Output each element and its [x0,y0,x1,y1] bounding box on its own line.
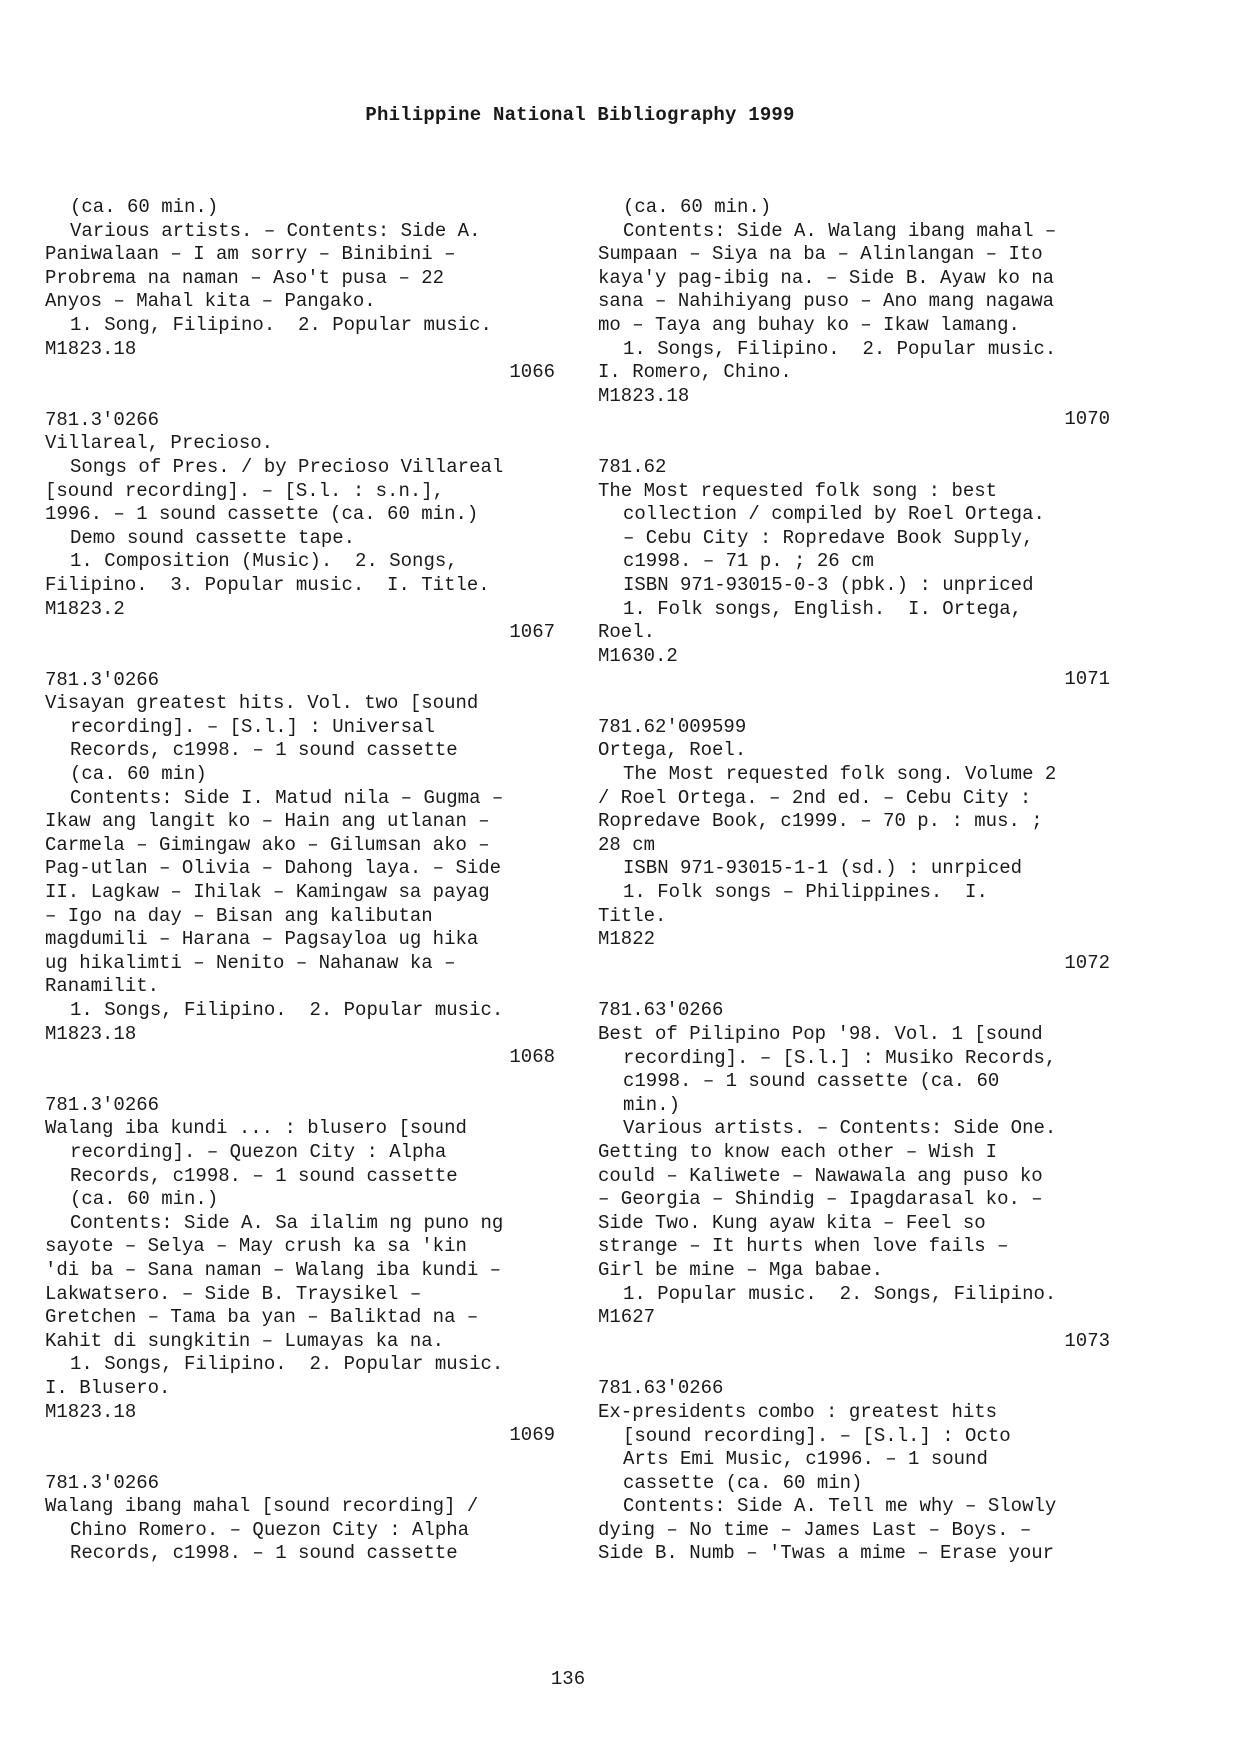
entry-line: Various artists. – Contents: Side One. [623,1117,1057,1140]
entry-line: c1998. – 1 sound cassette (ca. 60 [623,1070,1000,1093]
entry-line: sayote – Selya – May crush ka sa 'kin [45,1235,467,1258]
entry-line: Contents: Side A. Sa ilalim ng puno ng [70,1211,504,1234]
entry-line: The Most requested folk song : best [598,479,998,502]
entry-line: (ca. 60 min.) [70,1188,219,1211]
entry-line: 1. Folk songs, English. I. Ortega, [623,597,1023,620]
entry-line: (ca. 60 min) [70,763,207,786]
entry-line: Contents: Side I. Matud nila – Gugma – [70,786,504,809]
entry-line: Best of Pilipino Pop '98. Vol. 1 [sound [598,1023,1043,1045]
entry-line: II. Lagkaw – Ihilak – Kamingaw sa payag [45,881,490,904]
entry-line: – Igo na day – Bisan ang kalibutan [45,904,433,927]
entry-line: 28 cm [598,833,656,856]
entry-line: dying – No time – James Last – Boys. – [598,1518,1032,1541]
entry-number: 1071 [1064,668,1110,691]
entry-line: Title. [598,904,667,927]
entry-line: mo – Taya ang buhay ko – Ikaw lamang. [598,313,1020,336]
entry-number: 1072 [1064,951,1110,974]
entry-line: Records, c1998. – 1 sound cassette [70,1164,458,1187]
entry-line: 781.63'0266 [598,1377,724,1400]
right-column [598,196,1110,1590]
entry-line: / Roel Ortega. – 2nd ed. – Cebu City : [598,786,1032,809]
entry-line: (ca. 60 min.) [623,196,772,218]
entry-line: M1823.2 [45,597,125,620]
entry-line: Records, c1998. – 1 sound cassette [70,739,458,762]
entry-number: 1070 [1064,408,1110,431]
entry-number: 1068 [509,1046,555,1069]
entry-line: Contents: Side A. Tell me why – Slowly [623,1495,1057,1518]
bibliography-entry [45,409,555,645]
entry-line: Kahit di sungkitin – Lumayas ka na. [45,1329,445,1352]
entry-line: magdumili – Harana – Pagsayloa ug hika [45,928,479,951]
entry-line: I. Romero, Chino. [598,361,792,384]
entry-number: 1066 [509,361,555,384]
entry-line: sana – Nahihiyang puso – Ano mang nagawa [598,290,1055,313]
entry-line: recording]. – [S.l.] : Universal [70,715,435,738]
entry-line: Paniwalaan – I am sorry – Binibini – [45,243,456,266]
bibliography-entry [598,1377,1110,1566]
bibliography-entry [598,999,1110,1353]
bibliography-entry [45,1472,555,1566]
entry-line: M1823.18 [45,337,137,360]
entry-line: M1630.2 [598,644,678,667]
entry-line: collection / compiled by Roel Ortega. [623,503,1045,526]
page-title: Philippine National Bibliography 1999 [365,104,795,126]
entry-line: 781.3'0266 [45,408,160,431]
entry-line: M1823.18 [598,384,690,407]
entry-line: – Georgia – Shindig – Ipagdarasal ko. – [598,1188,1043,1211]
entry-line: Records, c1998. – 1 sound cassette [70,1542,458,1565]
entry-line: kaya'y pag-ibig na. – Side B. Ayaw ko na [598,266,1055,289]
bibliography-entry [45,1094,555,1448]
entry-line: The Most requested folk song. Volume 2 [623,763,1057,786]
entry-line: 781.3'0266 [45,668,160,691]
entry-line: Anyos – Mahal kita – Pangako. [45,290,376,313]
entry-line: Side B. Numb – 'Twas a mime – Erase your [598,1542,1055,1565]
entry-number: 1067 [509,621,555,644]
entry-line: recording]. – [S.l.] : Musiko Records, [623,1046,1057,1069]
entry-line: Visayan greatest hits. Vol. two [sound [45,692,479,715]
entry-line: M1822 [598,928,656,951]
entry-line: Demo sound cassette tape. [70,526,356,549]
entry-line: Gretchen – Tama ba yan – Baliktad na – [45,1306,479,1329]
entry-line: M1823.18 [45,1400,137,1423]
entry-line: 1996. – 1 sound cassette (ca. 60 min.) [45,503,479,526]
entry-line: Girl be mine – Mga babae. [598,1258,884,1281]
bibliography-entry [45,196,555,385]
entry-line: c1998. – 71 p. ; 26 cm [623,550,874,573]
entry-line: Side Two. Kung ayaw kita – Feel so [598,1211,986,1234]
entry-line: Ex-presidents combo : greatest hits [598,1400,998,1423]
entry-line: 1. Song, Filipino. 2. Popular music. [70,313,492,336]
entry-line: Lakwatsero. – Side B. Traysikel – [45,1282,422,1305]
entry-line: Villareal, Precioso. [45,432,274,455]
entry-line: (ca. 60 min.) [70,196,219,218]
entry-line: Roel. [598,621,656,644]
entry-line: Ortega, Roel. [598,739,747,762]
entry-line: 781.63'0266 [598,999,724,1022]
entry-line: Pag-utlan – Olivia – Dahong laya. – Side [45,857,502,880]
entry-line: Various artists. – Contents: Side A. [70,219,481,242]
entry-line: 1. Folk songs – Philippines. I. [623,881,988,904]
page-number: 136 [550,1668,586,1690]
entry-line: cassette (ca. 60 min) [623,1471,863,1494]
left-column [45,196,555,1590]
entry-line: 1. Songs, Filipino. 2. Popular music. [70,1353,504,1376]
entry-line: ISBN 971-93015-0-3 (pbk.) : unpriced [623,573,1034,596]
entry-line: 1. Popular music. 2. Songs, Filipino. [623,1282,1057,1305]
entry-line: 1. Composition (Music). 2. Songs, [70,550,458,573]
entry-number: 1069 [509,1424,555,1447]
entry-line: Chino Romero. – Quezon City : Alpha [70,1518,470,1541]
entry-line: ISBN 971-93015-1-1 (sd.) : unrpiced [623,857,1023,880]
entry-line: Carmela – Gimingaw ako – Gilumsan ako – [45,833,490,856]
entry-line: recording]. – Quezon City : Alpha [70,1140,447,1163]
entry-number: 1073 [1064,1329,1110,1352]
entry-line: – Cebu City : Ropredave Book Supply, [623,526,1034,549]
entry-line: Walang ibang mahal [sound recording] / [45,1495,479,1518]
entry-line: 781.62 [598,455,667,478]
entry-line: Songs of Pres. / by Precioso Villareal [70,455,504,478]
entry-line: Arts Emi Music, c1996. – 1 sound [623,1448,988,1471]
entry-line: [sound recording]. – [S.l. : s.n.], [45,479,445,502]
entry-line: 781.62'009599 [598,715,747,738]
entry-line: Probrema na naman – Aso't pusa – 22 [45,266,445,289]
entry-line: 781.3'0266 [45,1471,160,1494]
bibliography-entry [598,716,1110,976]
entry-line: [sound recording]. – [S.l.] : Octo [623,1424,1011,1447]
entry-line: Ranamilit. [45,975,160,998]
entry-line: 1. Songs, Filipino. 2. Popular music. [70,999,504,1021]
entry-line: 781.3'0266 [45,1093,160,1116]
entry-line: I. Blusero. [45,1376,171,1399]
entry-line: 1. Songs, Filipino. 2. Popular music. [623,337,1057,360]
entry-line: Getting to know each other – Wish I [598,1140,998,1163]
entry-line: Contents: Side A. Walang ibang mahal – [623,219,1057,242]
entry-line: strange – It hurts when love fails – [598,1235,1009,1258]
entry-line: min.) [623,1093,681,1116]
entry-line: ug hikalimti – Nenito – Nahanaw ka – [45,951,456,974]
entry-line: 'di ba – Sana naman – Walang iba kundi – [45,1258,502,1281]
entry-line: M1823.18 [45,1022,137,1045]
bibliography-entry [598,456,1110,692]
entry-line: Walang iba kundi ... : blusero [sound [45,1117,467,1140]
entry-line: Ikaw ang langit ko – Hain ang utlanan – [45,810,490,833]
entry-line: Ropredave Book, c1999. – 70 p. : mus. ; [598,810,1043,833]
entry-line: M1627 [598,1306,656,1329]
entry-line: could – Kaliwete – Nawawala ang puso ko [598,1164,1043,1187]
entry-line: Sumpaan – Siya na ba – Alinlangan – Ito [598,243,1043,266]
entry-line: Filipino. 3. Popular music. I. Title. [45,573,490,596]
bibliography-entry [45,669,555,1070]
bibliography-entry [598,196,1110,432]
